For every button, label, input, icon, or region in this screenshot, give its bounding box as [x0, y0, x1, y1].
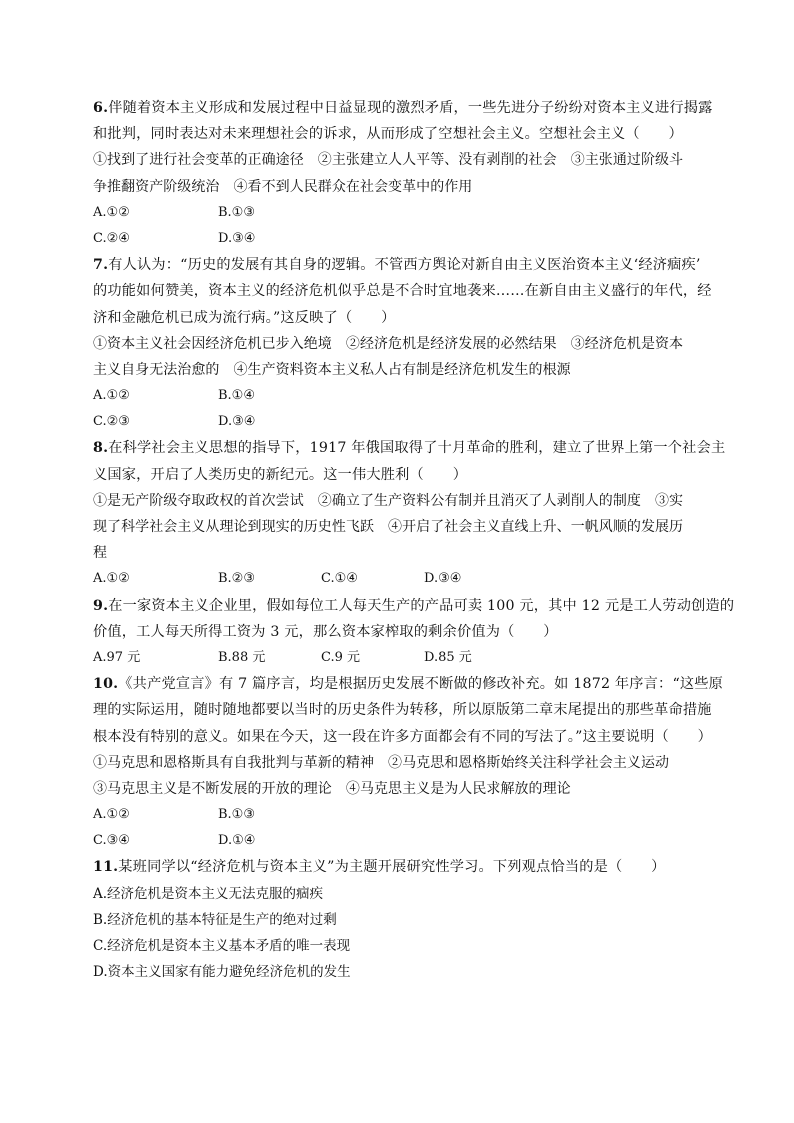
statement-line: ①找到了进行社会变革的正确途径 ②主张建立人人平等、没有剥削的社会 ③主张通过阶级斗: [93, 152, 684, 169]
statement-line: ①是无产阶级夺取政权的首次尝试 ②确立了生产资料公有制并且消灭了人剥削人的制度 ③实: [93, 492, 684, 509]
option-a[interactable]: A.①②: [93, 204, 130, 220]
question-8: [93, 435, 726, 592]
question-6: [93, 95, 713, 252]
statement-line: 主义自身无法治愈的 ④生产资料资本主义私人占有制是经济危机发生的根源: [93, 361, 571, 378]
option-d[interactable]: D.③④: [218, 230, 256, 246]
option-d[interactable]: D.③④: [218, 414, 256, 430]
option-c[interactable]: C.①④: [321, 571, 358, 587]
question-stem-line: 的功能如何赞美，资本主义的经济危机似乎总是不合时宜地袭来……在新自由主义盛行的年代，经: [93, 283, 712, 300]
question-stem-line: 理的实际运用，随时随地都要以当时的历史条件为转移，所以原版第二章末尾提出的那些革命措施: [93, 702, 712, 719]
statement-line: ①马克思和恩格斯具有自我批判与革新的精神 ②马克思和恩格斯始终关注科学社会主义运动: [93, 754, 670, 771]
option-b[interactable]: B.经济危机的基本特征是生产的绝对过剩: [93, 911, 337, 928]
question-stem-line: 根本没有特别的意义。如果在今天，这一段在许多方面都会有不同的写法了。”这主要说明（ ）: [93, 728, 713, 745]
question-11: [93, 854, 703, 985]
statement-line: 现了科学社会主义从理论到现实的历史性飞跃 ④开启了社会主义直线上升、一帆风顺的发展历: [93, 519, 684, 535]
question-number: 9.: [93, 597, 109, 614]
option-c[interactable]: C.经济危机是资本主义基本矛盾的唯一表现: [93, 938, 351, 954]
options-row: [93, 383, 703, 409]
option-a[interactable]: A.①②: [93, 807, 130, 823]
options-row: [93, 409, 703, 435]
option-d[interactable]: D.资本主义国家有能力避免经济危机的发生: [93, 964, 351, 981]
question-number: 10.: [93, 676, 119, 693]
option-d[interactable]: D.①④: [218, 833, 256, 849]
option-a[interactable]: A.①②: [93, 388, 130, 404]
option-a[interactable]: A.①②: [93, 571, 130, 587]
option-b[interactable]: B.①③: [218, 204, 255, 220]
options-row: [93, 566, 703, 592]
options-row: [93, 828, 703, 854]
question-10: [93, 671, 724, 854]
question-7: [93, 252, 712, 435]
question-number: 6.: [93, 100, 109, 116]
question-number: 7.: [93, 257, 109, 274]
question-stem-line: 7.有人认为：“历史的发展有其自身的逻辑。不管西方舆论对新自由主义医治资本主义‘经济痼疾’: [93, 257, 701, 274]
question-number: 8.: [93, 440, 109, 457]
statement-line: ③马克思主义是不断发展的开放的理论 ④马克思主义是为人民求解放的理论: [93, 780, 571, 797]
exam-page: [93, 95, 735, 985]
question-stem-line: 价值，工人每天所得工资为 3 元，那么资本家榨取的剩余价值为（ ）: [93, 623, 558, 640]
question-stem-line: 6.伴随着资本主义形成和发展过程中日益显现的激烈矛盾，一些先进分子纷纷对资本主义进行揭露: [93, 100, 713, 116]
options-row: [93, 802, 703, 828]
option-d[interactable]: D.③④: [424, 571, 462, 587]
question-stem-line: 济和金融危机已成为流行病。”这反映了（ ）: [93, 309, 396, 326]
option-a[interactable]: A.97 元: [93, 649, 141, 665]
question-9: [93, 593, 735, 672]
option-c[interactable]: C.③④: [93, 833, 130, 849]
option-c[interactable]: C.②④: [93, 230, 130, 246]
option-b[interactable]: B.88 元: [218, 649, 266, 665]
options-row: [93, 645, 703, 671]
options-row: [93, 200, 703, 226]
question-stem-line: 9.在一家资本主义企业里，假如每位工人每天生产的产品可卖 100 元，其中 12 元是工人劳动创造的: [93, 597, 735, 614]
options-row: [93, 226, 703, 252]
option-d[interactable]: D.85 元: [424, 649, 472, 665]
option-b[interactable]: B.①④: [218, 388, 255, 404]
option-c[interactable]: C.②③: [93, 414, 130, 430]
option-a[interactable]: A.经济危机是资本主义无法克服的痼疾: [93, 885, 324, 902]
option-b[interactable]: B.①③: [218, 807, 255, 823]
question-stem-line: 11.某班同学以“经济危机与资本主义”为主题开展研究性学习。下列观点恰当的是（ ）: [93, 859, 666, 876]
statement-line: 争推翻资产阶级统治 ④看不到人民群众在社会变革中的作用: [93, 178, 473, 195]
question-number: 11.: [93, 859, 119, 876]
question-stem-line: 和批判，同时表达对未来理想社会的诉求，从而形成了空想社会主义。空想社会主义（ ）: [93, 126, 683, 143]
statement-line: ①资本主义社会因经济危机已步入绝境 ②经济危机是经济发展的必然结果 ③经济危机是资本: [93, 335, 684, 352]
question-stem-line: 10.《共产党宣言》有 7 篇序言，均是根据历史发展不断做的修改补充。如 1872 年序言：“这些原: [93, 676, 724, 693]
question-stem-line: 8.在科学社会主义思想的指导下，1917 年俄国取得了十月革命的胜利，建立了世界上第一个社会主: [93, 440, 726, 457]
option-c[interactable]: C.9 元: [321, 649, 361, 665]
question-stem-line: 义国家，开启了人类历史的新纪元。这一伟大胜利（ ）: [93, 466, 468, 483]
statement-line: 程: [93, 545, 108, 562]
option-b[interactable]: B.②③: [218, 571, 255, 587]
